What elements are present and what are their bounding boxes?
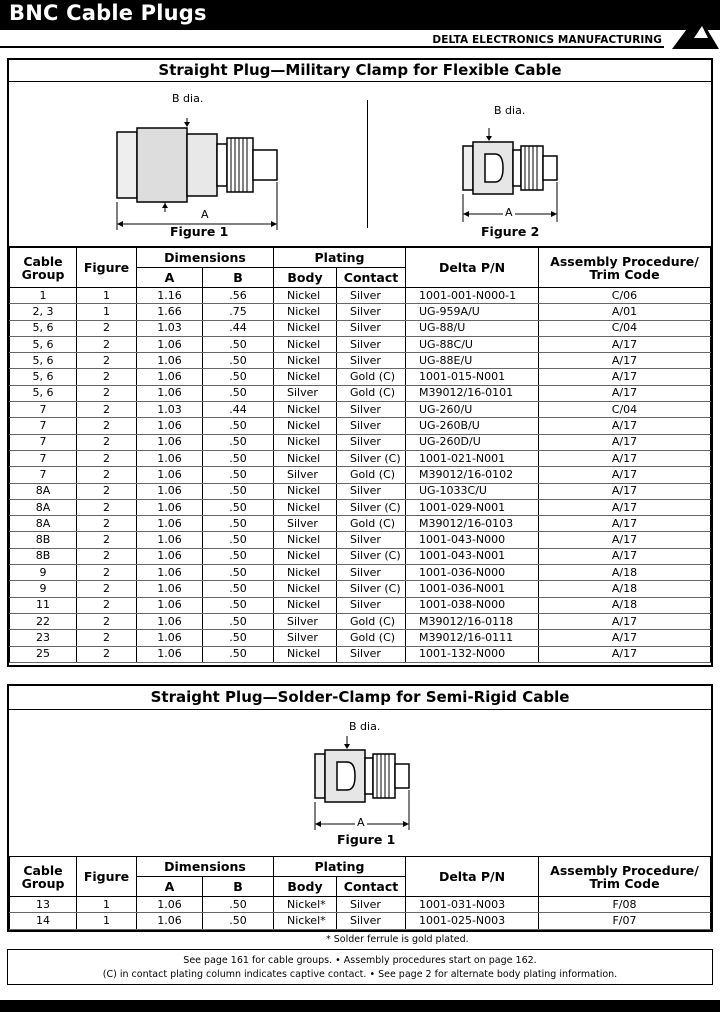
figure-1-caption: Figure 1 (337, 832, 396, 847)
table-row: 7 2 1.06 .50 Nickel Silver UG-260D/U A/17 (10, 434, 711, 450)
table-row: 25 2 1.06 .50 Nickel Silver 1001-132-N000 A/17 (10, 646, 711, 662)
military-clamp-section (7, 58, 713, 667)
figure-1-b-label: B dia. (349, 720, 381, 733)
page-title: BNC Cable Plugs (9, 1, 207, 25)
table-row: 23 2 1.06 .50 Silver Gold (C) M39012/16-0111 A/17 (10, 630, 711, 646)
solder-clamp-section (7, 684, 713, 932)
table-row: 8A 2 1.06 .50 Nickel Silver UG-1033C/U A/17 (10, 483, 711, 499)
col-dim-b: B (203, 877, 274, 897)
col-figure: Figure (77, 857, 137, 897)
figure-2-b-label: B dia. (494, 104, 526, 117)
col-contact: Contact (337, 268, 406, 288)
notes-box (7, 949, 713, 985)
table-row: 14 1 1.06 .50 Nickel* Silver 1001-025-N003 F/07 (10, 913, 711, 929)
note-line-1: See page 161 for cable groups. • Assembly procedures start on page 162. (183, 955, 537, 966)
table-row: 8B 2 1.06 .50 Nickel Silver (C) 1001-043-N001 A/17 (10, 548, 711, 564)
delta-logo-icon (664, 12, 720, 50)
col-part-number: Delta P/N (406, 248, 539, 288)
note-line-2: (C) in contact plating column indicates captive contact. • See page 2 for alternate body plating information. (102, 969, 618, 980)
table-row: 8A 2 1.06 .50 Nickel Silver (C) 1001-029-N001 A/17 (10, 499, 711, 515)
col-body: Body (274, 268, 337, 288)
section-title: Straight Plug—Solder-Clamp for Semi-Rigid Cable (9, 686, 711, 710)
col-figure: Figure (77, 248, 137, 288)
header-bar (0, 0, 720, 30)
figure-1-b-label: B dia. (172, 92, 204, 105)
figure-2-drawing (459, 102, 569, 222)
col-dim-a: A (137, 877, 203, 897)
table-row: 11 2 1.06 .50 Nickel Silver 1001-038-N000 A/18 (10, 597, 711, 613)
table-row: 2, 3 1 1.66 .75 Nickel Silver UG-959A/U A/01 (10, 304, 711, 320)
col-body: Body (274, 877, 337, 897)
table-row: 22 2 1.06 .50 Silver Gold (C) M39012/16-0118 A/17 (10, 613, 711, 629)
table-row: 5, 6 2 1.06 .50 Silver Gold (C) M39012/16-0101 A/17 (10, 385, 711, 401)
table-row: 7 2 1.06 .50 Nickel Silver UG-260B/U A/17 (10, 418, 711, 434)
company-name: DELTA ELECTRONICS MANUFACTURING (432, 34, 662, 46)
table-row: 5, 6 2 1.06 .50 Nickel Gold (C) 1001-015-N001 A/17 (10, 369, 711, 385)
solder-clamp-table (9, 856, 711, 930)
table-row: 9 2 1.06 .50 Nickel Silver 1001-036-N000 A/18 (10, 565, 711, 581)
military-clamp-table (9, 247, 711, 663)
figure-area (9, 82, 711, 247)
col-procedure: Assembly Procedure/ Trim Code (539, 857, 711, 897)
table-row: 8B 2 1.06 .50 Nickel Silver 1001-043-N000 A/17 (10, 532, 711, 548)
col-plating: Plating (274, 248, 406, 268)
table-row: 7 2 1.06 .50 Nickel Silver (C) 1001-021-N001 A/17 (10, 450, 711, 466)
figure-1-caption: Figure 1 (170, 224, 229, 239)
figure-2-a-label: A (505, 206, 513, 219)
figure-divider (367, 100, 368, 228)
footer-bar (0, 1000, 720, 1012)
table-row: 1 1 1.16 .56 Nickel Silver 1001-001-N000-1 C/06 (10, 288, 711, 304)
col-part-number: Delta P/N (406, 857, 539, 897)
footnote: * Solder ferrule is gold plated. (326, 934, 469, 945)
table-row: 13 1 1.06 .50 Nickel* Silver 1001-031-N003 F/08 (10, 897, 711, 913)
col-dimensions: Dimensions (137, 248, 274, 268)
col-dimensions: Dimensions (137, 857, 274, 877)
col-dim-a: A (137, 268, 203, 288)
figure-1-a-label: A (201, 208, 209, 221)
header-rule (0, 46, 664, 48)
table-row: 5, 6 2 1.03 .44 Nickel Silver UG-88/U C/04 (10, 320, 711, 336)
col-contact: Contact (337, 877, 406, 897)
section-title: Straight Plug—Military Clamp for Flexible Cable (9, 60, 711, 82)
table-row: 7 2 1.06 .50 Silver Gold (C) M39012/16-0102 A/17 (10, 467, 711, 483)
table-row: 8A 2 1.06 .50 Silver Gold (C) M39012/16-0103 A/17 (10, 516, 711, 532)
table-row: 5, 6 2 1.06 .50 Nickel Silver UG-88C/U A/17 (10, 336, 711, 352)
col-dim-b: B (203, 268, 274, 288)
table-row: 5, 6 2 1.06 .50 Nickel Silver UG-88E/U A/17 (10, 353, 711, 369)
figure-1-a-label: A (357, 816, 365, 829)
figure-2-caption: Figure 2 (481, 224, 540, 239)
col-plating: Plating (274, 857, 406, 877)
table-row: 7 2 1.03 .44 Nickel Silver UG-260/U C/04 (10, 402, 711, 418)
table-row: 9 2 1.06 .50 Nickel Silver (C) 1001-036-N001 A/18 (10, 581, 711, 597)
col-cable-group: Cable Group (10, 857, 77, 897)
col-cable-group: Cable Group (10, 248, 77, 288)
col-procedure: Assembly Procedure/ Trim Code (539, 248, 711, 288)
figure-area (9, 710, 711, 856)
